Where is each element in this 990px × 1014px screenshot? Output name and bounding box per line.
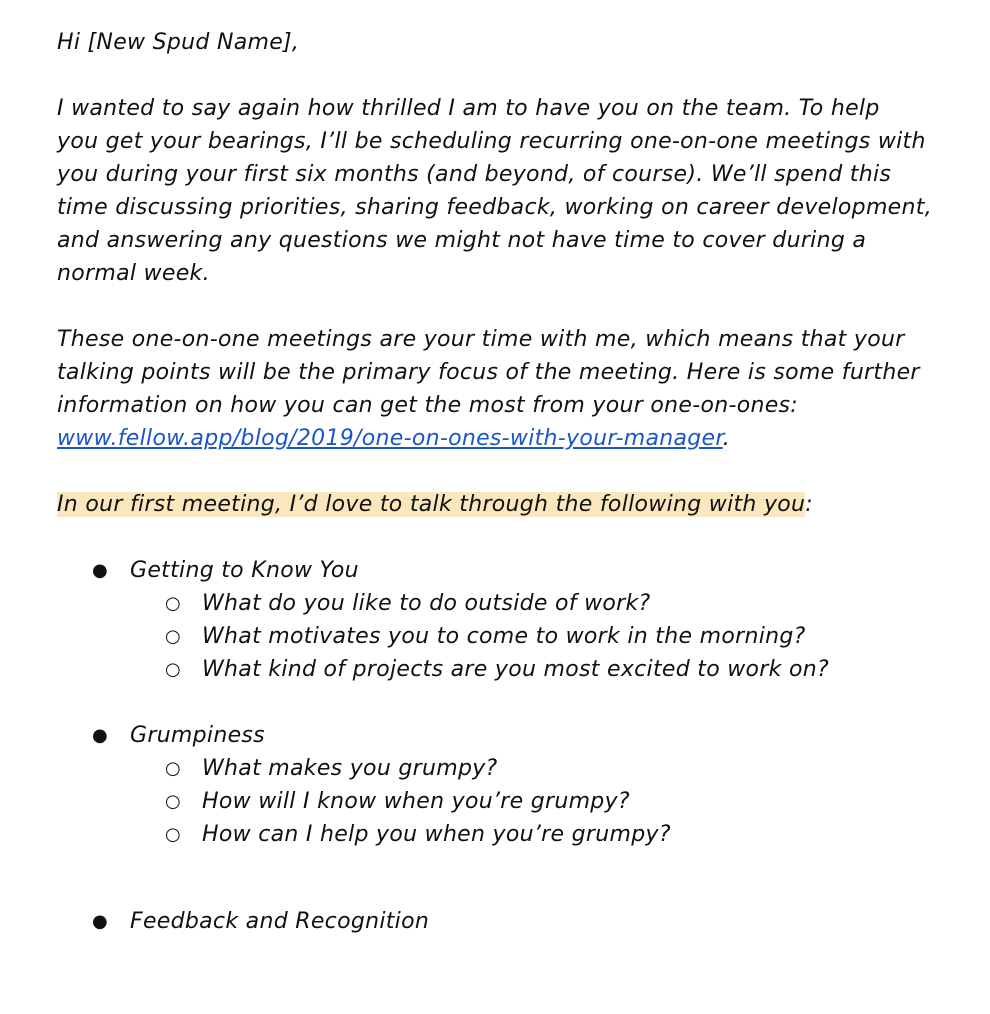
topic-item xyxy=(57,554,957,587)
filled-bullet-icon: ● xyxy=(92,560,109,581)
intro-paragraph xyxy=(57,92,957,290)
topic-title: Grumpiness xyxy=(130,723,265,748)
blog-link[interactable]: www.fellow.app/blog/2019/one-on-ones-with-your-manager xyxy=(57,426,723,451)
topic-feedback-and-recognition xyxy=(57,905,957,938)
question-text: What makes you grumpy? xyxy=(202,756,498,781)
question-text: How can I help you when you’re grumpy? xyxy=(202,822,671,847)
question-item xyxy=(57,653,957,686)
meetings-paragraph xyxy=(57,323,957,455)
question-text: What do you like to do outside of work? xyxy=(202,591,651,616)
hollow-bullet-icon: ○ xyxy=(165,791,182,812)
question-text: What kind of projects are you most excited to work on? xyxy=(202,657,829,682)
question-text: What motivates you to come to work in the morning? xyxy=(202,624,806,649)
hollow-bullet-icon: ○ xyxy=(165,758,182,779)
question-item xyxy=(57,620,957,653)
hollow-bullet-icon: ○ xyxy=(165,659,182,680)
paragraph-line: you get your bearings, I’ll be scheduling recurring one-on-one meetings with xyxy=(57,129,926,154)
filled-bullet-icon: ● xyxy=(92,725,109,746)
filled-bullet-icon: ● xyxy=(92,911,109,932)
paragraph-line: These one-on-one meetings are your time with me, which means that your xyxy=(57,327,905,352)
intro-trailing-colon: : xyxy=(805,492,813,517)
question-text: How will I know when you’re grumpy? xyxy=(202,789,630,814)
topic-item xyxy=(57,719,957,752)
link-trailing-period: . xyxy=(722,426,730,451)
topic-item xyxy=(57,905,957,938)
link-line xyxy=(57,422,957,455)
meeting-intro xyxy=(57,488,957,521)
highlighted-intro: In our first meeting, I’d love to talk through the following with you xyxy=(57,492,806,517)
paragraph-line: you during your first six months (and beyond, of course). We’ll spend this xyxy=(57,162,892,187)
question-item xyxy=(57,752,957,785)
paragraph-line: time discussing priorities, sharing feedback, working on career development, xyxy=(57,195,932,220)
topic-getting-to-know-you xyxy=(57,554,957,686)
paragraph-line: information on how you can get the most from your one-on-ones: xyxy=(57,393,799,418)
question-item xyxy=(57,818,957,851)
topic-grumpiness xyxy=(57,719,957,851)
topic-title: Getting to Know You xyxy=(130,558,359,583)
topic-title: Feedback and Recognition xyxy=(130,909,430,934)
greeting: Hi [New Spud Name], xyxy=(57,30,300,55)
hollow-bullet-icon: ○ xyxy=(165,593,182,614)
document-body xyxy=(57,26,957,938)
paragraph-line: I wanted to say again how thrilled I am to have you on the team. To help xyxy=(57,96,880,121)
paragraph-line: normal week. xyxy=(57,261,210,286)
hollow-bullet-icon: ○ xyxy=(165,824,182,845)
question-item xyxy=(57,785,957,818)
question-item xyxy=(57,587,957,620)
paragraph-line: talking points will be the primary focus of the meeting. Here is some further xyxy=(57,360,920,385)
paragraph-line: and answering any questions we might not have time to cover during a xyxy=(57,228,867,253)
hollow-bullet-icon: ○ xyxy=(165,626,182,647)
